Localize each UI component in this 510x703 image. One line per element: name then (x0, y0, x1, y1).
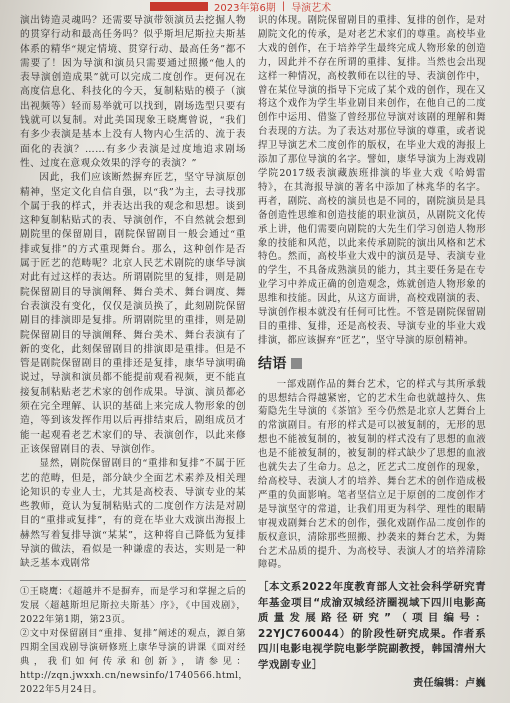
left-column (20, 14, 249, 697)
conclusion-heading-text: 结语 (258, 355, 287, 372)
right-paragraph-1: 识的体现。剧院保留剧目的重排、复排的创作，是对剧院文化的传承，是对老艺术家们的尊重。高校毕业大戏的创作，在于培养学生最终完成人物形象的创造力，因此并不存在所谓的重排、复排。当然也会出现这样一种情况，高校教师在以往的导、表演创作中，曾在某位导演的指导下完成了某个戏的创作，现在又将这个戏作为学生毕业剧目来创作，在他自己的二度创作中运用、借鉴了曾经那位导演对该剧的理解和舞台表现的方法。为了表达对那位导演的尊重，或者说捍卫导演艺术二度创作的版权，在毕业大戏的海报上添加了那位导演的名字。譬如，康华导演为上海戏剧学院2017级表演藏族班排演的毕业大戏《哈姆雷特》，在其海报导演的著名中添加了林兆华的名字。再者，剧院、高校的演员也是不同的，剧院演员是具备创造性思维和创造技能的职业演员，从剧院文化传承上讲，他们需要向剧院的大先生们学习创造人物形象的技能和风范，以此来传承剧院的演出风格和艺术特色。然而，高校毕业大戏中的演员是导、表演专业的学生，不具备成熟演员的能力，其主要任务是在专业学习中养成正确的创造观念，炼就创造人物形象的思维和技能。因此，从这方面讲，高校戏剧演的表、导演创作根本就没有任何可比性。不管是剧院保留剧目的重排、复排，还是高校表、导演专业的毕业大戏排演，都应该摒弃“匠艺”，坚守导演的原创精神。 (258, 15, 486, 346)
header-section: 导演艺术 (291, 2, 332, 14)
right-column (258, 14, 486, 691)
heading-square-icon (291, 358, 302, 369)
footnote-2: ②文中对保留剧目“重排、复排”阐述的观点，源自第四期全国戏剧导演研修班上康华导演的讲课《面对经典，我们如何传承和创新》，请参见：http://zqn.jwxxh.cn/newsinfo/1740566.html，2022年5月24日。 (20, 627, 249, 695)
page-header (150, 0, 331, 12)
editor-credit: 责任编辑：卢巍 (413, 678, 486, 690)
header-issue: 2023年第6期 (214, 2, 276, 14)
left-paragraph-3: 显然，剧院保留剧目的“重排和复排”不属于匠艺的范畴，但是，部分缺少全面艺术素养及相关理论知识的专业人士，尤其是高校表、导演专业的某些教师，竟认为复制粘贴式的二度创作方法是对剧目的“重排或复排”，有的竟在毕业大戏演出海报上赫然写着复排导演“某某”，这种将自己降低为复排导演的做法，看似是一种谦虚的表达，实则是一种缺乏基本戏剧常 (20, 458, 246, 570)
left-paragraph-2: 因此，我们应该断然摒弃匠艺，坚守导演原创精神，坚定文化自信自强，以“我”为主，去寻找那个属于我的样式，并表达出我的观念和思想。谈到这种复制粘贴式的表、导演创作，不自然就会想到剧院里的保留剧目，剧院保留剧目一般会通过“重排或复排”的方式重现舞台。那么，这种创作是否属于匠艺的范畴呢？北京人民艺术剧院的康华导演对此有过这样的表达。所谓剧院里的复排，则是剧院保留剧目的导演阐释、舞台美术、舞台调度、舞台表演没有变化，仅仅是演员换了，此刻剧院保留剧目的排演即是复排。所谓剧院里的重排，则是剧院保留剧目的导演阐释、舞台美术、舞台表演有了新的变化，此刻保留剧目的排演即是重排。但是不管是剧院保留剧目的重排还是复排，康华导演明确说过，导演和演员都不能提前观看视频，更不能直接复制粘贴老艺术家的创作成果。导演、演员都必须在完全理解、认识的基础上来完成人物形象的创造，等到该发挥作用以后再排结束后，剧组成员才能一起观看老艺术家们的导、表演创作，以此来修正该保留剧目的表、导演创作。 (20, 172, 246, 455)
header-color-bar (150, 2, 208, 11)
conclusion-paragraph: 一部戏剧作品的舞台艺术，它的样式与其所承载的思想结合得越紧密，它的艺术生命也就越持久、焦菊隐先生导演的《茶馆》至今仍然是北京人艺舞台上的常演剧目。有形的样式是可以被复制的，无形的思想也不能被复制的，被复制的样式没有了思想的血液也是不能被复制的，被复制的样式缺少了思想的血液也就失去了生命力。总之，匠艺式二度创作的现象，给高校导、表演人才的培养、舞台艺术的创作造成极严重的负面影响。笔者坚信立足于原创的二度创作才是导演坚守的常道，让我们用更为科学、理性的眼睛审视戏剧舞台艺术的创作，强化戏剧作品二度创作的版权意识，清除那些照搬、抄袭来的舞台艺术，为舞台艺术品质的提升、为高校导、表演人才的培养清除障碍。 (258, 378, 486, 571)
conclusion-heading (258, 355, 486, 372)
left-paragraph-1: 演出铸造灵魂吗？还需要导演带领演员去挖掘人物的贯穿行动和最高任务吗？似乎斯坦尼斯拉夫斯基体系的精华“规定情境、贯穿行动、最高任务”都不需要了！因为导演和演员只需要通过照搬“他人的表导演创造成果”就可以完成二度创作。更何况在高度信息化、科技化的今天，复制粘贴的模子（演出视频等）轻而易举就可以找到，剧场选型只要有钱就可以复制。对此美国现象王晓鹰曾说，“我们有多少表演是基本上没有人物内心生活的、流于表面化的表演？……有多少表演是过度地追求剧场性、过度在意观众效果的浮夸的表演？” (20, 15, 246, 169)
header-separator: | (281, 0, 286, 12)
funding-note: ［本文系2022年度教育部人文社会科学研究青年基金项目“成渝双城经济圈视域下四川电影高质量发展路径研究”（项目编号：22YJC760044）的阶段性研究成果。作者系四川电影电视学院电影学院副教授，韩国清州大学戏剧专业］ (258, 581, 486, 671)
footnotes (20, 580, 249, 697)
footnote-1: ①王晓鹰：《超越并不是摒弃，而是学习和掌握之后的发展〈超越斯坦尼斯拉夫斯基〉序》，《中国戏剧》，2022年第1期，第23页。 (20, 585, 246, 625)
